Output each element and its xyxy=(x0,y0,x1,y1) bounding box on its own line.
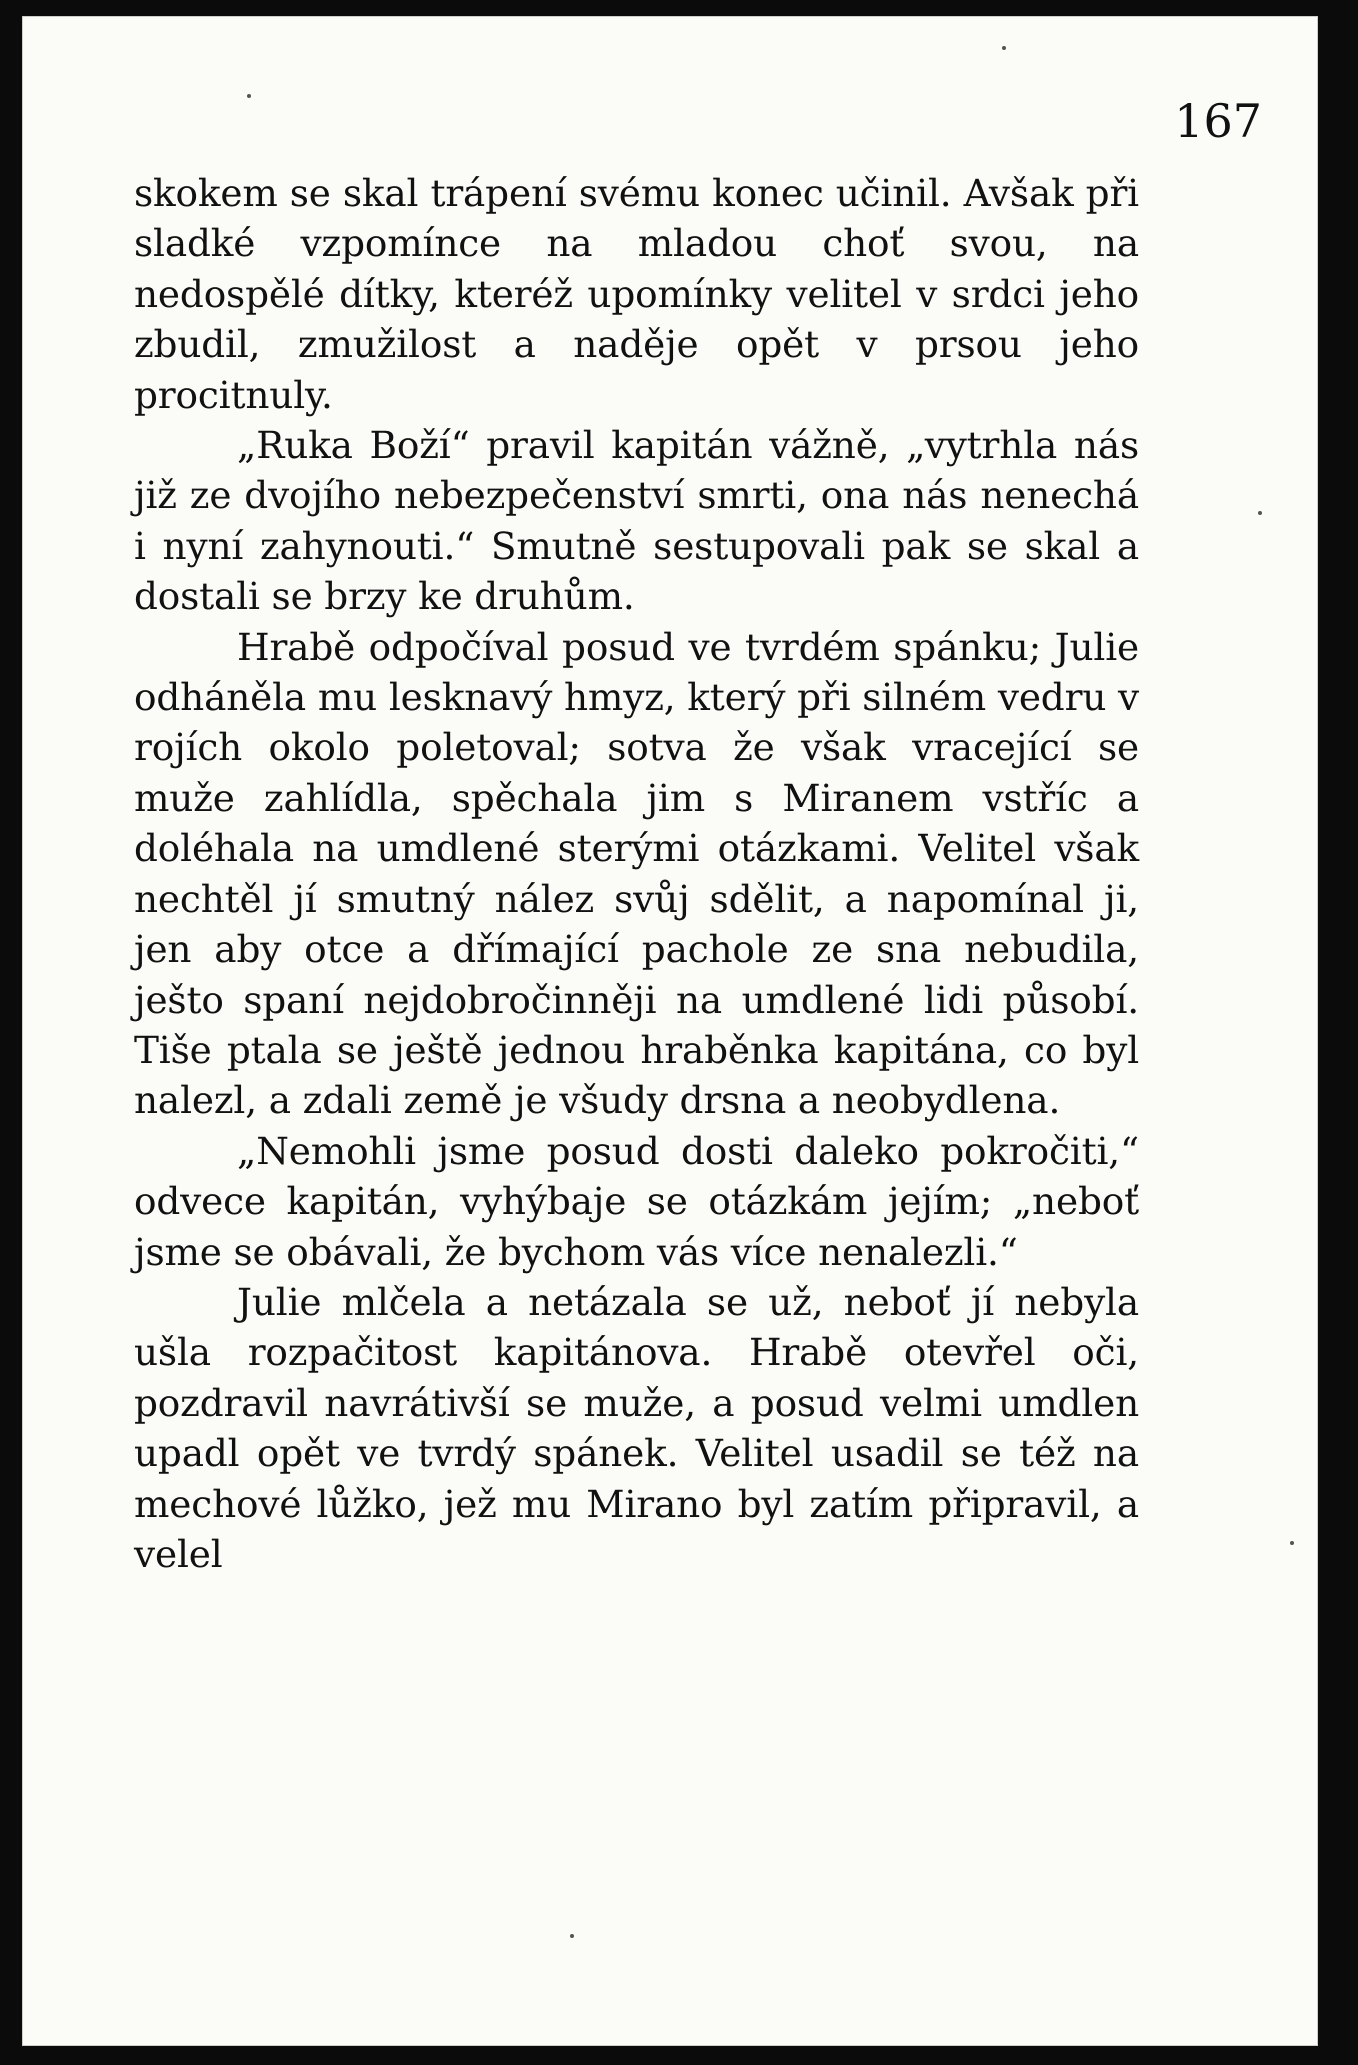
paper-speck xyxy=(1290,1541,1294,1545)
paper-speck xyxy=(1258,511,1262,515)
paragraph: Julie mlčela a netázala se už, neboť jí nebyla ušla rozpačitost kapitánova. Hrabě otevřel oči, pozdravil navrátivší se muže, a posud velmi umdlen upadl opět ve tvrdý spánek. Velitel usadil se též na mechové lůžko, jež mu Mirano byl zatím připravil, a velel xyxy=(134,1279,1139,1576)
paragraph: „Ruka Boží“ pravil kapitán vážně, „vytrhla nás již ze dvojího nebezpečenství smrti, ona nás nenechá i nyní zahynouti.“ Smutně sestupovali pak se skal a dostali se brzy ke druhům. xyxy=(134,423,1139,619)
paragraph: Hrabě odpočíval posud ve tvrdém spánku; Julie odháněla mu lesknavý hmyz, který při silném vedru v rojích okolo poletoval; sotva že však vracející se muže zahlídla, spěchala jim s Miranem vstříc a doléhala na umdlené sterými otázkami. Velitel však nechtěl jí smutný nález svůj sdělit, a napomínal ji, jen aby otce a dřímající pachole ze sna nebudila, ješto spaní nejdobročinněji na umdlené lidi působí. Tiše ptala se ještě jednou hraběnka kapitána, co byl nalezl, a zdali země je všudy drsna a neobydlena. xyxy=(134,624,1139,1123)
paragraph: „Nemohli jsme posud dosti daleko pokročiti,“ odvece kapitán, vyhýbaje se otázkám jejím; „neboť jsme se obávali, že bychom vás více nenalezli.“ xyxy=(134,1128,1139,1274)
paper-speck xyxy=(247,94,251,98)
paper-speck xyxy=(570,1934,574,1938)
paper-speck xyxy=(1002,46,1006,50)
page-number: 167 xyxy=(1174,94,1262,148)
book-page xyxy=(22,16,1318,2046)
page-text xyxy=(134,168,1139,1579)
paragraph: skokem se skal trápení svému konec učinil. Avšak při sladké vzpomínce na mladou choť svou, na nedospělé dítky, kteréž upomínky velitel v srdci jeho zbudil, zmužilost a naděje opět v prsou jeho procitnuly. xyxy=(134,171,1139,417)
